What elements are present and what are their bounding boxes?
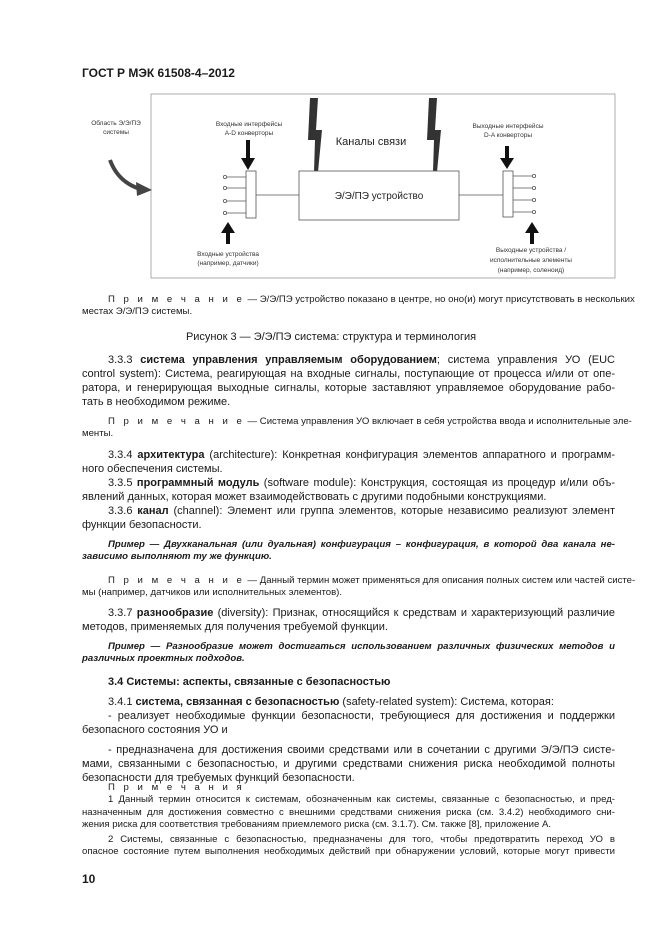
output-devices-label-3: (например, соленоид) <box>497 267 565 274</box>
section-3-3-4: 3.3.4 архитектура (architecture): Конкретная конфигурация элементов аппаратного и программ- ного обеспечения системы. <box>82 449 615 475</box>
output-devices-label-2: исполнительные элементы <box>490 257 572 264</box>
input-devices-label-1: Входные устройства <box>197 251 259 258</box>
curved-arrow-icon <box>110 160 140 189</box>
note-3-3-6: П р и м е ч а н и е — Данный термин может применяться для описания полных систем или частей систе- мы (например, датчиков или исполнительных элементов). <box>82 575 636 599</box>
section-3-3-5: 3.3.5 программный модуль (software module): Конструкция, состоящая из процедур и/или объ- явлений данных, которая может взаимодействовать с другими подобными конструкциями. <box>82 477 615 503</box>
output-interfaces-label-2: D-A конверторы <box>483 132 533 139</box>
area-label-1: Область Э/Э/ПЭ <box>91 120 141 127</box>
section-3-4-heading: 3.4 Системы: аспекты, связанные с безопасностью <box>108 676 391 688</box>
output-devices-label-1: Выходные устройства / <box>495 247 567 254</box>
section-3-3-7: 3.3.7 разнообразие (diversity): Признак, относящийся к средствам и характеризующий различие методов, применяемых для получения требуемой функции. <box>82 607 616 633</box>
area-label-2: системы <box>103 129 129 136</box>
example-3-3-7: Пример — Разнообразие может достигаться использованием различных физических методов и различных проектных подходов. <box>82 641 615 665</box>
example-3-3-6: Пример — Двухканальная (или дуальная) конфигурация – конфигурация, в которой два канала не- зависимо выполняют ту же функцию. <box>82 539 615 563</box>
channels-label: Каналы связи <box>335 136 407 148</box>
figure-caption: Рисунок 3 — Э/Э/ПЭ система: структура и терминология <box>185 331 477 343</box>
page-number: 10 <box>82 872 96 886</box>
document-header: ГОСТ Р МЭК 61508-4–2012 <box>82 66 235 80</box>
section-3-3-6: 3.3.6 канал (channel): Элемент или группа элементов, которые независимо реализуют элемент функции безопасности. <box>82 505 616 531</box>
section-3-4-1: 3.4.1 система, связанная с безопасностью (safety-related system): Система, которая: - реализует необходимые функции безопасности, требующиеся для достижения и поддержки безопасного состояния УО и - предназначена для достижения своими средствами или в сочетании с другими Э/Э/ПЭ систе- мами, связанными с безопасностью, и другими средствами снижения риска необходимой полноты безопасности для требуемых функций безопасности. <box>82 696 615 784</box>
figure-note: П р и м е ч а н и е — Э/Э/ПЭ устройство показано в центре, но оно(и) могут присутствовать в нескольких местах Э/Э/ПЭ системы. <box>82 294 635 318</box>
input-interfaces-label-2: A-D конверторы <box>224 130 274 137</box>
notes-3-4-1: П р и м е ч а н и я 1 Данный термин относится к системам, обозначенным как системы, связанные с безопасностью, и пред- назначенным для достижения совместно с внешними средствами снижения риска (см. 3.4.2) необходимого сни- жения риска для соответствия требованиям приемлемого риска (см. 3.1.7). См. также [8], приложение А. 2 Системы, связанные с безопасностью, предназначены для того, чтобы предотвратить переход УО в опасное состояние путем выполнения необходимых действий при обнаружении условий, которые могут привести <box>82 782 615 858</box>
output-interface-block <box>503 171 513 217</box>
device-label: Э/Э/ПЭ устройство <box>334 191 424 202</box>
output-interfaces-label-1: Выходные интерфейсы <box>472 123 544 130</box>
figure-3-diagram <box>0 0 662 300</box>
section-3-3-3: 3.3.3 система управления управляемым оборудованием; система управления УО (EUC control system): Система, реагирующая на входные сигналы, поступающие от процесса и/или от опе- ратора, и генерирующая выходные сигналы, которые заставляют управляемое оборудование рабо- тать в необходимом режиме. <box>82 354 615 408</box>
note-3-3-3: П р и м е ч а н и е — Система управления УО включает в себя устройства ввода и исполнительные эле- менты. <box>82 416 632 440</box>
input-interfaces-label-1: Входные интерфейсы <box>215 121 283 128</box>
input-interface-block <box>246 171 256 218</box>
input-devices-label-2: (например, датчики) <box>197 260 259 267</box>
